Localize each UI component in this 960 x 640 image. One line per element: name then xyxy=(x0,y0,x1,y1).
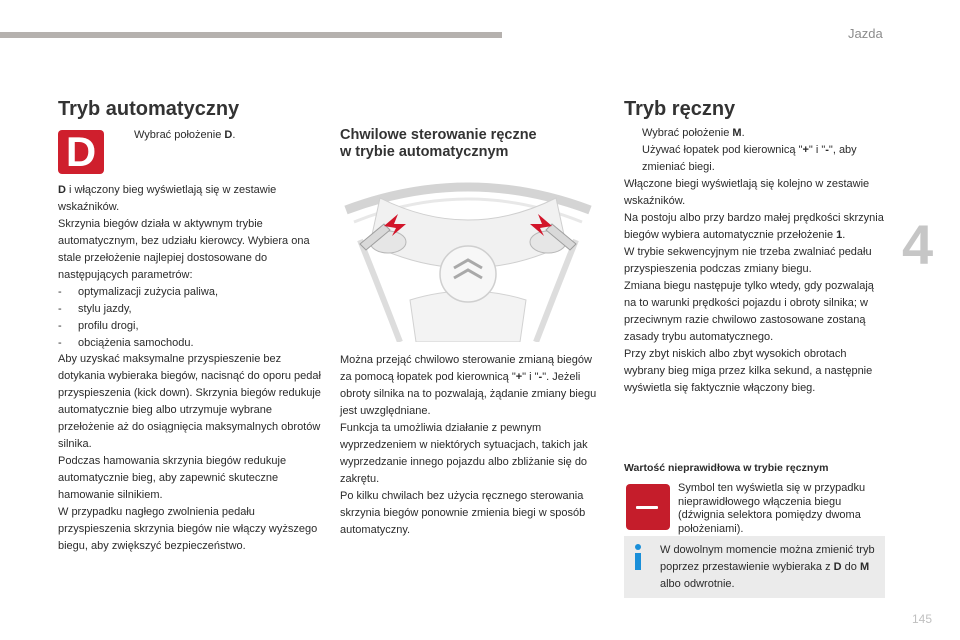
page-number: 145 xyxy=(912,612,933,626)
auto-p2: Skrzynia biegów działa w aktywnym trybie automatycznym, bez udziału kierowcy. Wybiera ona stale przełożenie najlepiej dostosowane do następujących parametrów: xyxy=(58,218,310,281)
manual-body xyxy=(624,125,886,397)
info-icon xyxy=(632,544,644,570)
list-item: - profilu drogi, xyxy=(58,318,322,335)
manual-step-2: Używać łopatek pod kierownicą "+" i "-", aby zmieniać biegi. xyxy=(642,144,857,173)
temp-p3: Po kilku chwilach bez użycia ręcznego sterowania skrzynia biegów ponownie zmienia biegi w sposób automatyczny. xyxy=(340,490,586,536)
temp-title: Chwilowe sterowanie ręczne w trybie automatycznym xyxy=(340,127,537,160)
temp-p1: Można przejąć chwilowo sterowanie zmianą biegów za pomocą łopatek pod kierownicą "+" i "-". Jeżeli obroty silnika na to pozwalają, żądanie zmiany biegu jest uwzględniane. xyxy=(340,354,597,417)
auto-select-instruction: Wybrać położenie D. xyxy=(134,129,236,141)
auto-p5: W przypadku nagłego zwolnienia pedału przyspieszenia skrzynia biegów nie włączy wyższego biegu, aby zwiększyć bezpieczeństwo. xyxy=(58,506,318,552)
auto-body xyxy=(58,182,322,352)
auto-p3: Aby uzyskać maksymalne przyspieszenie bez dotykania wybieraka biegów, nacisnąć do oporu pedał przyspieszenia (kick down). Skrzynia biegów redukuje automatycznie bieg albo utrzymuje wybrane przełożenie aż do osiągnięcia maksymalnych obrotów silnika. xyxy=(58,353,321,450)
manual-title: Tryb ręczny xyxy=(624,98,736,120)
chapter-number: 4 xyxy=(902,213,934,276)
header-bar xyxy=(0,32,502,38)
manual-p5: Przy zbyt niskich albo zbyt wysokich obrotach wybrany bieg miga przez kilka sekund, a następnie wyświetla się faktycznie włączony bieg. xyxy=(624,348,873,394)
auto-title: Tryb automatyczny xyxy=(58,98,240,120)
auto-p1: D i włączony bieg wyświetlają się w zestawie wskaźników. xyxy=(58,184,277,213)
gear-d-icon: D xyxy=(58,130,104,174)
info-box xyxy=(624,536,885,598)
invalid-value-title: Wartość nieprawidłowa w trybie ręcznym xyxy=(624,462,829,474)
manual-p3: W trybie sekwencyjnym nie trzeba zwalniać pedału przyspieszenia podczas zmiany biegu. xyxy=(624,246,872,275)
list-item: - optymalizacji zużycia paliwa, xyxy=(58,284,322,301)
temp-body xyxy=(340,352,602,539)
manual-p4: Zmiana biegu następuje tylko wtedy, gdy pozwalają na to warunki prędkości pojazdu i obroty silnika; w przeciwnym razie chwilowo zastosowane zostaną zasady trybu automatycznego. xyxy=(624,280,874,343)
list-item: - stylu jazdy, xyxy=(58,301,322,318)
invalid-value-text: Symbol ten wyświetla się w przypadku nieprawidłowego włączenia biegu (dźwignia selektora pomiędzy dwoma położeniami). xyxy=(678,482,866,535)
temp-p2: Funkcja ta umożliwia działanie z pewnym wyprzedzeniem w niektórych sytuacjach, takich jak wyprzedzanie innego pojazdu albo zbliżanie się do zakrętu. xyxy=(340,422,588,485)
info-text: W dowolnym momencie można zmienić tryb poprzez przestawienie wybieraka z D do M albo odwrotnie. xyxy=(660,544,875,590)
manual-step-1: Wybrać położenie M. xyxy=(642,127,745,139)
list-item: - obciążenia samochodu. xyxy=(58,335,322,352)
auto-body-2 xyxy=(58,351,322,555)
steering-wheel-illustration xyxy=(340,170,596,342)
auto-p4: Podczas hamowania skrzynia biegów redukuje automatycznie bieg, aby zapewnić skuteczne hamowanie silnikiem. xyxy=(58,455,287,501)
section-label: Jazda xyxy=(848,26,883,41)
auto-params-list xyxy=(58,284,322,352)
manual-p2: Na postoju albo przy bardzo małej prędkości skrzynia biegów wybiera automatycznie przełożenie 1. xyxy=(624,212,884,241)
manual-p1: Włączone biegi wyświetlają się kolejno w zestawie wskaźników. xyxy=(624,178,870,207)
invalid-gear-icon xyxy=(626,484,670,530)
